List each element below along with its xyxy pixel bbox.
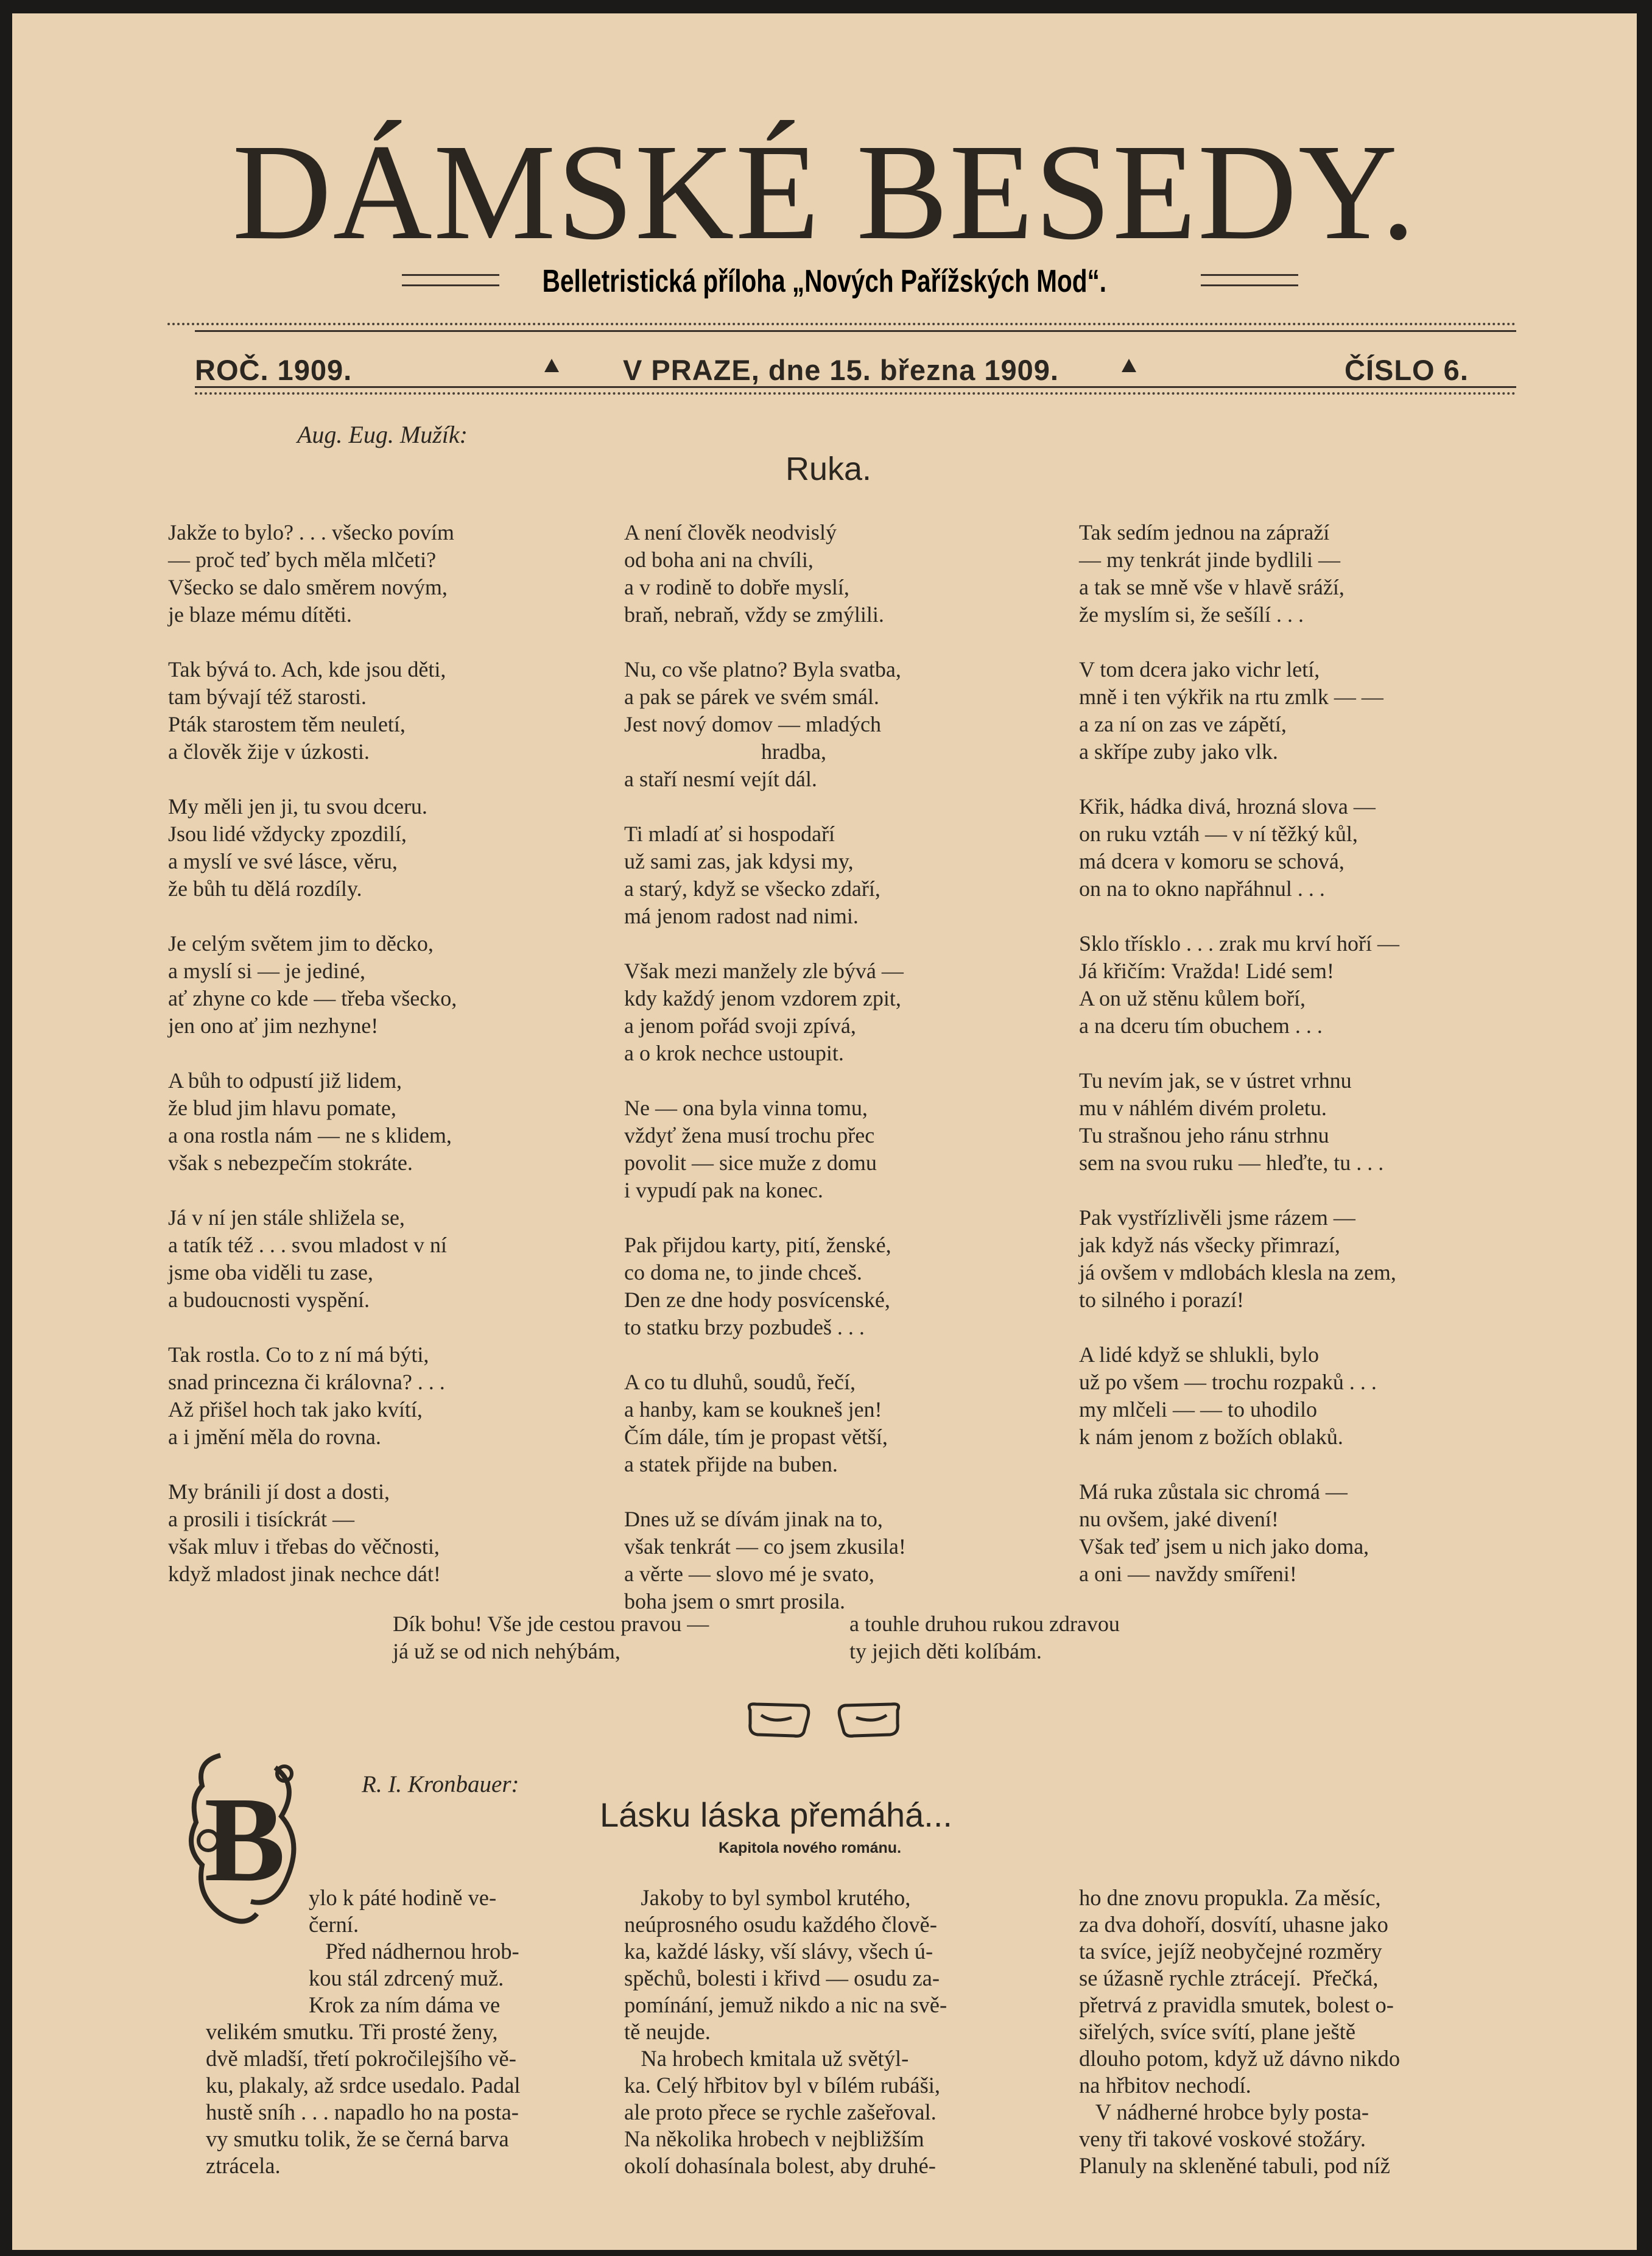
- poem-column-1: Jakže to bylo? . . . všecko povím — proč teď bych měla mlčeti? Všecko se dalo směrem novým, je blaze mému dítěti. Tak bývá to. Ach, kde jsou děti, tam bývají též starosti. Pták starostem těm neuletí, a člověk žije v úzkosti. My měli jen ji, tu svou dceru. Jsou lidé vždycky zpozdilí, a myslí ve své lásce, věru, že bůh tu dělá rozdíly. Je celým světem jim to děcko, a myslí si — je jediné, ať zhyne co kde — třeba všecko, jen ono ať jim nezhyne! A bůh to odpustí již lidem, že blud jim hlavu pomate, a ona rostla nám — ne s klidem, však s nebezpečím stokráte. Já v ní jen stále shližela se, a tatík též . . . svou mladost v ní jsme oba viděli tu zase, a budoucnosti vyspění. Tak rostla. Co to z ní má býti, snad princezna či královna? . . . Až přišel hoch tak jako kvítí, a i jmění měla do rovna. My bránili jí dost a dosti, a prosili i tisíckrát — však mluv i třebas do věčnosti, když mladost jinak nechce dát!: [168, 520, 457, 1586]
- poem-closing-right: a touhle druhou rukou zdravou ty jejich děti kolíbám.: [849, 1612, 1120, 1663]
- issue-place-date: V PRAZE, dne 15. března 1909.: [623, 354, 1059, 386]
- drop-cap-b-icon: [184, 1749, 306, 1932]
- story-column-3: ho dne znovu propukla. Za měsíc, za dva dohoří, dosvítí, uhasne jako ta svíce, jejíž neobyčejné rozměry se úžasně rychle ztrácejí. Přečká, přetrvá z pravidla smutek, bolest o- siřelých, svíce svítí, plane ještě dlouho potom, když už dávno nikdo na hřbitov nechodí. V nádherné hrobce byly posta- veny tři takové voskové stožáry. Planuly na skleněné tabuli, pod níž: [1079, 1885, 1401, 2178]
- masthead-title: DÁMSKÉ BESEDY.: [232, 116, 1417, 268]
- story-column-1: velikém smutku. Tři prosté ženy, dvě mladší, třetí pokročilejšího vě- ku, plakaly, až srdce usedalo. Padal hustě sníh . . . napadlo ho na posta- vy smutku tolik, že se černá barva ztrácela.: [206, 2019, 521, 2178]
- story-column-2: Jakoby to byl symbol krutého, neúprosného osudu každého člově- ka, každé lásky, vší slávy, všech ú- spěchů, bolesti i křivd — osudu za- pomínání, jemuž nikdo a nic na svě- tě neujde. Na hrobech kmitala už světýl- ka. Celý hřbitov byl v bílém rubáši, ale proto přece se rychle zašeřoval. Na několika hrobech v nejbližším okolí dohasínala bolest, aby druhé-: [624, 1885, 947, 2178]
- issue-year: ROČ. 1909.: [195, 354, 353, 386]
- divider-line: [195, 386, 1516, 388]
- drop-cap-letter: B: [204, 1772, 286, 1907]
- masthead-subtitle-row: [12, 263, 1637, 300]
- divider-dotted: [167, 323, 1516, 325]
- triangle-ornament-icon: [1122, 359, 1136, 372]
- triangle-ornament-icon: [544, 359, 559, 372]
- story-title: Lásku láska přemáhá...: [600, 1796, 952, 1834]
- subtitle-rule-right: [1201, 274, 1298, 286]
- story-author: R. I. Kronbauer:: [362, 1771, 519, 1797]
- divider-dotted: [195, 392, 1516, 395]
- poem-column-3: Tak sedím jednou na zápraží — my tenkrát jinde bydlili — a tak se mně vše v hlavě sráží, že myslím si, že sešílí . . . V tom dcera jako vichr letí, mně i ten výkřik na rtu zmlk — — a za ní on zas ve zápětí, a skřípe zuby jako vlk. Křik, hádka divá, hrozná slova — on ruku vztáh — v ní těžký kůl, má dcera v komoru se schová, on na to okno napřáhnul . . . Sklo třísklo . . . zrak mu krví hoří — Já křičím: Vražda! Lidé sem! A on už stěnu kůlem boří, a na dceru tím obuchem . . . Tu nevím jak, se v ústret vrhnu mu v náhlém divém proletu. Tu strašnou jeho ránu strhnu sem na svou ruku — hleďte, tu . . . Pak vystřízlivěli jsme rázem — jak když nás všecky přimrazí, já ovšem v mdlobách klesla na zem, to silného i porazí! A lidé když se shlukli, bylo už po všem — trochu rozpaků . . . my mlčeli — — to uhodilo k nám jenom z božích oblaků. Má ruka zůstala sic chromá — nu ovšem, jaké divení! Však teď jsem u nich jako doma, a oni — navždy smířeni!: [1079, 520, 1399, 1586]
- masthead-subtitle: Belletristická příloha „Nových Pařížských Mod“.: [542, 264, 1107, 299]
- section-ornament-icon: [743, 1699, 907, 1742]
- poem-column-2: A není člověk neodvislý od boha ani na chvíli, a v rodině to dobře myslí, braň, nebraň, vždy se zmýlili. Nu, co vše platno? Byla svatba, a pak se párek ve svém smál. Jest nový domov — mladých hradba, a staří nesmí vejít dál. Ti mladí ať si hospodaří už sami zas, jak kdysi my, a starý, když se všecko zdaří, má jenom radost nad nimi. Však mezi manžely zle bývá — kdy každý jenom vzdorem zpit, a jenom pořád svoji zpívá, a o krok nechce ustoupit. Ne — ona byla vinna tomu, vždyť žena musí trochu přec povolit — sice muže z domu i vypudí pak na konec. Pak přijdou karty, pití, ženské, co doma ne, to jinde chceš. Den ze dne hody posvícenské, to statku brzy pozbudeš . . . A co tu dluhů, soudů, řečí, a hanby, kam se koukneš jen! Čím dále, tím je propast větší, a statek přijde na buben. Dnes už se dívám jinak na to, však tenkrát — co jsem zkusila! a věrte — slovo mé je svato, boha jsem o smrt prosila.: [624, 520, 906, 1613]
- issue-number: ČÍSLO 6.: [1344, 354, 1469, 386]
- poem-closing-left: Dík bohu! Vše jde cestou pravou — já už se od nich nehýbám,: [393, 1612, 709, 1663]
- story-column-1-indented: ylo k páté hodině ve- černí. Před nádhernou hrob- kou stál zdrcený muž. Krok za ním dáma ve: [309, 1885, 519, 2017]
- divider-line: [195, 330, 1516, 332]
- poem-author: Aug. Eug. Mužík:: [297, 421, 468, 448]
- poem-title: Ruka.: [786, 451, 872, 487]
- newspaper-page: [12, 13, 1637, 2250]
- story-subtitle: Kapitola nového románu.: [719, 1839, 902, 1856]
